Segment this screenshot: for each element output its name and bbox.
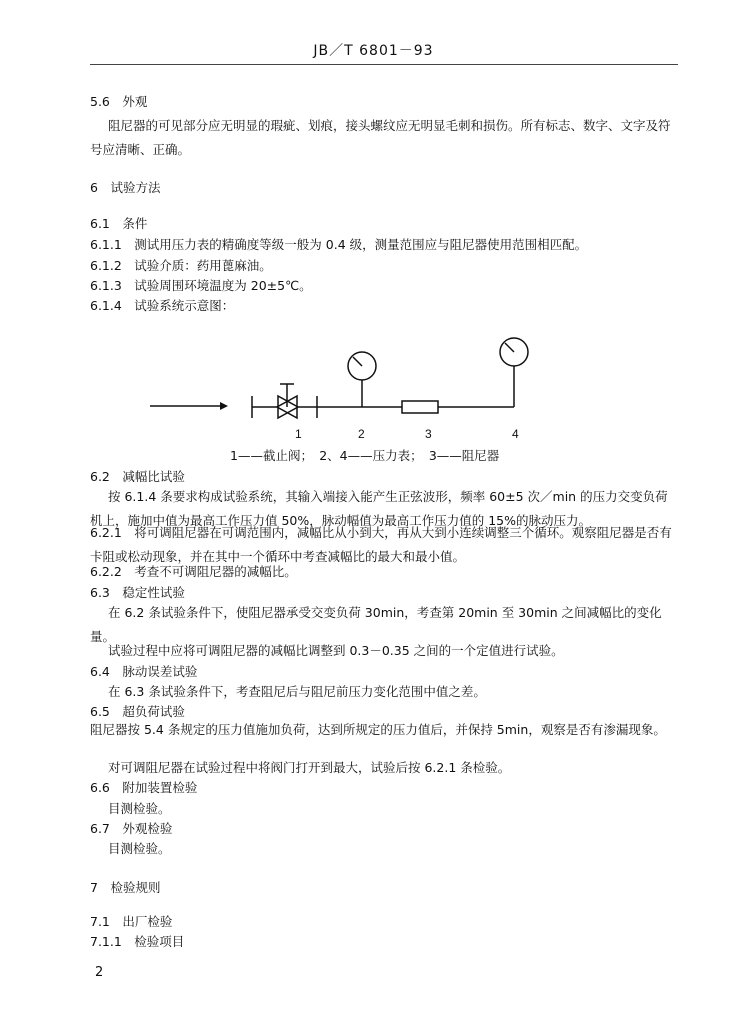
page-number: 2 — [95, 965, 104, 980]
section-6-7-text: 目测检验。 — [108, 841, 171, 856]
diagram-label-4: 4 — [512, 427, 519, 441]
section-6-1-4: 6.1.4 试验系统示意图： — [90, 298, 235, 313]
gauge-2-needle — [353, 357, 362, 366]
section-6-2-1: 6.2.1 将可调阻尼器在可调范围内，减幅比从小到大，再从大到小连续调整三个循环。观察阻尼器是否有卡阻或松动现象，并在其中一个循环中考查减幅比的最大和最小值。 — [90, 525, 672, 564]
diagram-label-3: 3 — [425, 427, 432, 441]
section-6-2-text: 按 6.1.4 条要求构成试验系统，其输入端接入能产生正弦波形，频率 60±5 次／min 的压力交变负荷机上，施加中值为最高工作压力值 50%，脉动幅值为最高工作压力值的 15%的脉动压力。 — [90, 489, 668, 528]
section-6-7-heading: 6.7 外观检验 — [90, 821, 173, 836]
diagram-label-2: 2 — [358, 427, 365, 441]
test-system-diagram — [140, 330, 560, 445]
section-6-heading: 6 试验方法 — [90, 180, 161, 195]
section-6-5-text-1: 阻尼器按 5.4 条规定的压力值施加负荷，达到所规定的压力值后，并保持 5min，观察是否有渗漏现象。 — [90, 722, 666, 737]
gauge-4-needle — [505, 343, 514, 352]
document-header: JB／T 6801－93 — [313, 43, 434, 59]
section-6-2-2: 6.2.2 考查不可调阻尼器的减幅比。 — [90, 564, 297, 579]
section-6-1-3: 6.1.3 试验周围环境温度为 20±5℃。 — [90, 278, 312, 293]
section-6-4-text: 在 6.3 条试验条件下，考查阻尼后与阻尼前压力变化范围中值之差。 — [108, 684, 486, 699]
section-6-5-text-2: 对可调阻尼器在试验过程中将阀门打开到最大，试验后按 6.2.1 条检验。 — [108, 760, 511, 775]
diagram-caption: 1——截止阀； 2、4——压力表； 3——阻尼器 — [230, 448, 500, 463]
diagram-label-1: 1 — [295, 427, 302, 441]
section-6-3-text-2: 试验过程中应将可调阻尼器的减幅比调整到 0.3－0.35 之间的一个定值进行试验。 — [108, 643, 564, 658]
section-7-1-heading: 7.1 出厂检验 — [90, 914, 173, 929]
input-arrowhead — [220, 402, 228, 410]
section-6-6-heading: 6.6 附加装置检验 — [90, 780, 198, 795]
section-5-6-heading: 5.6 外观 — [90, 94, 148, 109]
header-rule — [90, 64, 678, 65]
section-7-1-1: 7.1.1 检验项目 — [90, 934, 185, 949]
section-6-6-text: 目测检验。 — [108, 801, 171, 816]
stop-valve-symbol — [278, 396, 298, 418]
section-6-1-heading: 6.1 条件 — [90, 216, 148, 231]
section-6-2-heading: 6.2 减幅比试验 — [90, 469, 185, 484]
section-6-1-1: 6.1.1 测试用压力表的精确度等级一般为 0.4 级，测量范围应与阻尼器使用范围相匹配。 — [90, 237, 588, 252]
section-7-heading: 7 检验规则 — [90, 880, 161, 895]
section-6-3-text-1: 在 6.2 条试验条件下，使阻尼器承受交变负荷 30min，考查第 20min 至 30min 之间减幅比的变化量。 — [90, 605, 662, 644]
section-6-5-heading: 6.5 超负荷试验 — [90, 704, 185, 719]
damper-symbol — [402, 401, 438, 413]
section-5-6-text: 阻尼器的可见部分应无明显的瑕疵、划痕，接头螺纹应无明显毛刺和损伤。所有标志、数字、文字及符号应清晰、正确。 — [90, 118, 671, 157]
section-6-4-heading: 6.4 脉动误差试验 — [90, 664, 198, 679]
section-6-3-heading: 6.3 稳定性试验 — [90, 585, 185, 600]
section-6-1-2: 6.1.2 试验介质：药用蓖麻油。 — [90, 258, 272, 273]
